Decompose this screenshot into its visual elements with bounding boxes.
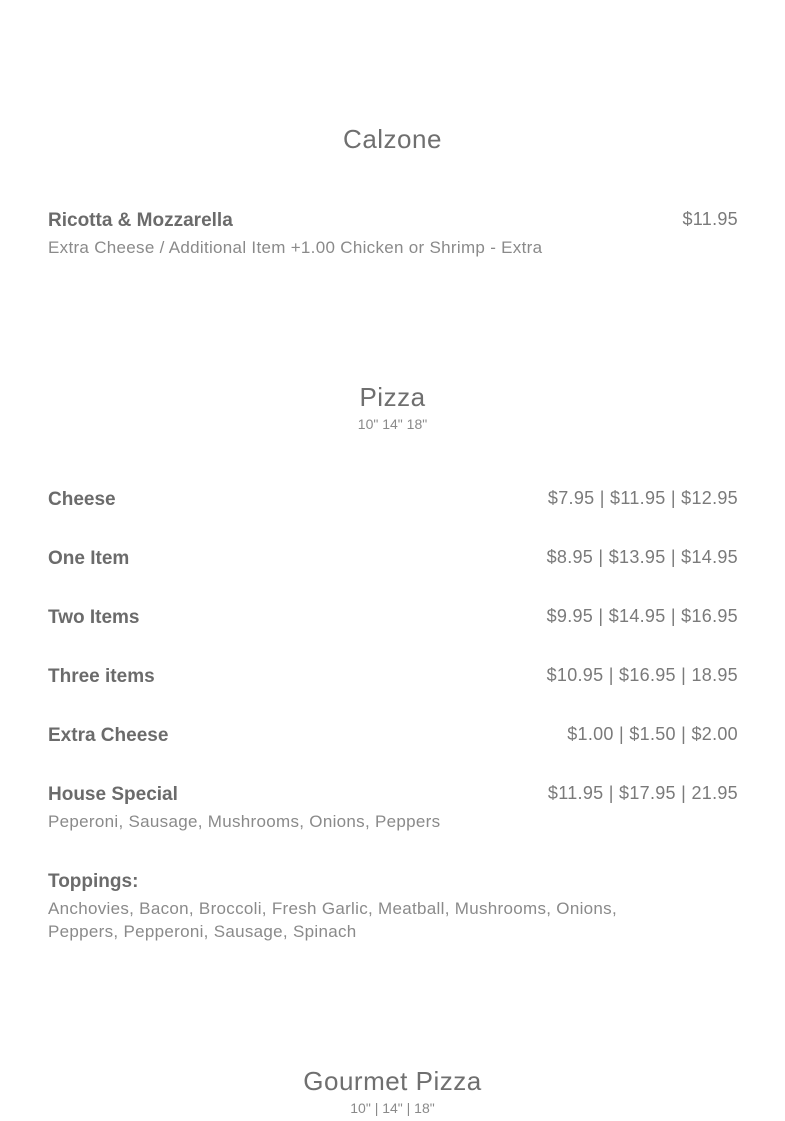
menu-item-one-item xyxy=(48,546,738,572)
item-name: Cheese xyxy=(48,489,116,510)
section-title-calzone: Calzone xyxy=(343,124,442,154)
menu-item-house-special xyxy=(48,782,738,833)
item-price: $11.95 | $17.95 | 21.95 xyxy=(547,783,738,803)
item-description: Peperoni, Sausage, Mushrooms, Onions, Peppers xyxy=(48,812,441,831)
section-title-gourmet-pizza: Gourmet Pizza xyxy=(303,1066,482,1096)
menu-item-three-items xyxy=(48,664,738,690)
menu-item-ricotta-mozzarella xyxy=(48,208,738,259)
section-subtitle-gourmet-sizes: 10" | 14" | 18" xyxy=(350,1100,435,1116)
item-name: One Item xyxy=(48,548,130,569)
menu-item-two-items xyxy=(48,605,738,631)
item-price: $9.95 | $14.95 | $16.95 xyxy=(546,606,738,626)
item-name: Extra Cheese xyxy=(48,725,169,746)
item-name: Ricotta & Mozzarella xyxy=(48,210,233,231)
item-price: $11.95 xyxy=(682,209,738,229)
menu-item-extra-cheese xyxy=(48,723,738,749)
item-price: $7.95 | $11.95 | $12.95 xyxy=(547,488,738,508)
menu-item-toppings xyxy=(48,869,738,943)
item-price: $8.95 | $13.95 | $14.95 xyxy=(546,547,738,567)
section-subtitle-pizza-sizes: 10" 14" 18" xyxy=(357,416,428,432)
item-description: Extra Cheese / Additional Item +1.00 Chicken or Shrimp - Extra xyxy=(48,238,543,257)
cropped-previous-text xyxy=(48,0,448,4)
item-price: $10.95 | $16.95 | 18.95 xyxy=(546,665,738,685)
item-description: Anchovies, Bacon, Broccoli, Fresh Garlic, Meatball, Mushrooms, Onions, Peppers, Pepperoni, Sausage, Spinach xyxy=(48,899,617,941)
menu-item-cheese xyxy=(48,487,738,513)
item-name: Three items xyxy=(48,666,155,687)
item-name: House Special xyxy=(48,784,178,805)
item-price: $1.00 | $1.50 | $2.00 xyxy=(567,724,738,744)
item-name: Two Items xyxy=(48,607,140,628)
section-title-pizza: Pizza xyxy=(359,382,426,412)
item-name: Toppings: xyxy=(48,871,139,892)
